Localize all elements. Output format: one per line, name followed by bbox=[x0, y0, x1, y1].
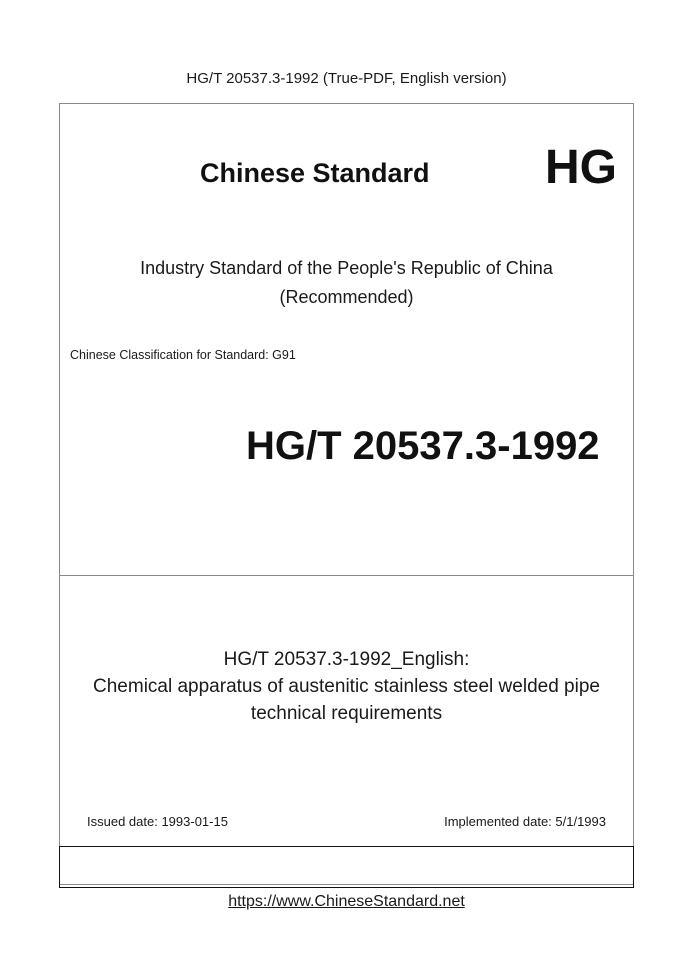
section-divider bbox=[60, 575, 633, 576]
document-title bbox=[0, 646, 693, 727]
document-title-line: HG/T 20537.3-1992_English: bbox=[223, 649, 470, 670]
standard-number: HG/T 20537.3-1992 bbox=[246, 424, 600, 468]
standard-code: HG bbox=[545, 141, 617, 194]
standard-title: Chinese Standard bbox=[200, 158, 430, 188]
industry-standard-line: Industry Standard of the People's Republic of China bbox=[140, 258, 553, 278]
issued-date: Issued date: 1993-01-15 bbox=[87, 814, 228, 829]
cover-frame bbox=[59, 103, 634, 885]
page-header: HG/T 20537.3-1992 (True-PDF, English version) bbox=[186, 70, 507, 87]
bottom-box bbox=[59, 846, 634, 888]
document-title-line: technical requirements bbox=[250, 703, 443, 724]
classification-label: Chinese Classification for Standard: G91 bbox=[70, 348, 296, 362]
website-link[interactable]: https://www.ChineseStandard.net bbox=[228, 893, 465, 910]
implemented-date: Implemented date: 5/1/1993 bbox=[444, 814, 606, 829]
document-title-line: Chemical apparatus of austenitic stainless steel welded pipe bbox=[93, 676, 600, 697]
recommended-label: (Recommended) bbox=[279, 287, 414, 307]
